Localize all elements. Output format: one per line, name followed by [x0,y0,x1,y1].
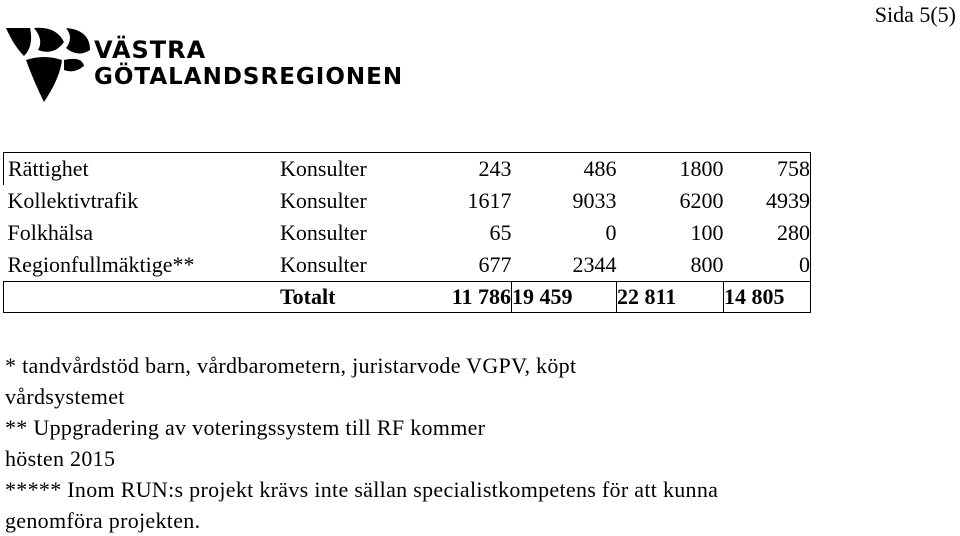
table-row [4,153,811,186]
total-spacer [4,282,281,313]
row-type: Konsulter [280,188,367,213]
total-row [4,282,811,313]
page-number: Sida 5(5) [874,2,956,27]
cost-table [3,152,811,313]
row-value: 65 [489,220,512,245]
row-value: 243 [410,153,512,186]
row-name: Folkhälsa [7,220,94,245]
row-value: 486 [512,153,617,186]
logo-text-line2: GÖTALANDSREGIONEN [94,64,404,90]
total-value: 11 786 [410,282,512,313]
row-value: 1800 [617,153,724,186]
row-type: Konsulter [280,252,367,277]
row-value: 758 [724,153,811,186]
footnote-line: ** Uppgradering av voteringssystem till RF kommer [5,415,486,440]
total-value: 19 459 [512,282,617,313]
organization-logo [4,26,404,108]
vgr-leaf-logo-icon [4,26,94,108]
table-row [4,217,811,249]
row-name: Kollektivtrafik [7,188,139,213]
row-value: 2344 [572,252,617,277]
logo-text-line1: VÄSTRA [94,36,207,64]
row-name: Regionfullmäktige** [7,252,195,277]
row-value: 100 [690,220,724,245]
table-row [4,249,811,282]
footnotes [5,350,718,536]
row-value: 280 [724,217,811,249]
row-name: Rättighet [4,153,281,186]
row-type: Konsulter [280,153,410,186]
footnote-line: vårdsystemet [5,384,125,409]
row-value: 9033 [572,188,617,213]
row-value: 4939 [724,185,811,217]
total-label: Totalt [280,282,410,313]
row-value: 0 [605,220,617,245]
row-value: 6200 [679,188,724,213]
footnote-line: ***** Inom RUN:s projekt krävs inte sällan specialistkompetens för att kunna [5,477,719,502]
total-value: 22 811 [617,282,724,313]
row-value: 800 [690,252,724,277]
footnote-line: genomföra projekten. [5,508,201,533]
footnote-line: hösten 2015 [5,446,116,471]
row-value: 0 [724,249,811,282]
table-row [4,185,811,217]
row-type: Konsulter [280,220,367,245]
total-value: 14 805 [724,282,811,313]
footnote-line: * tandvårdstöd barn, vårdbarometern, juristarvode VGPV, köpt [5,353,577,378]
row-value: 1617 [467,188,512,213]
row-value: 677 [478,252,512,277]
